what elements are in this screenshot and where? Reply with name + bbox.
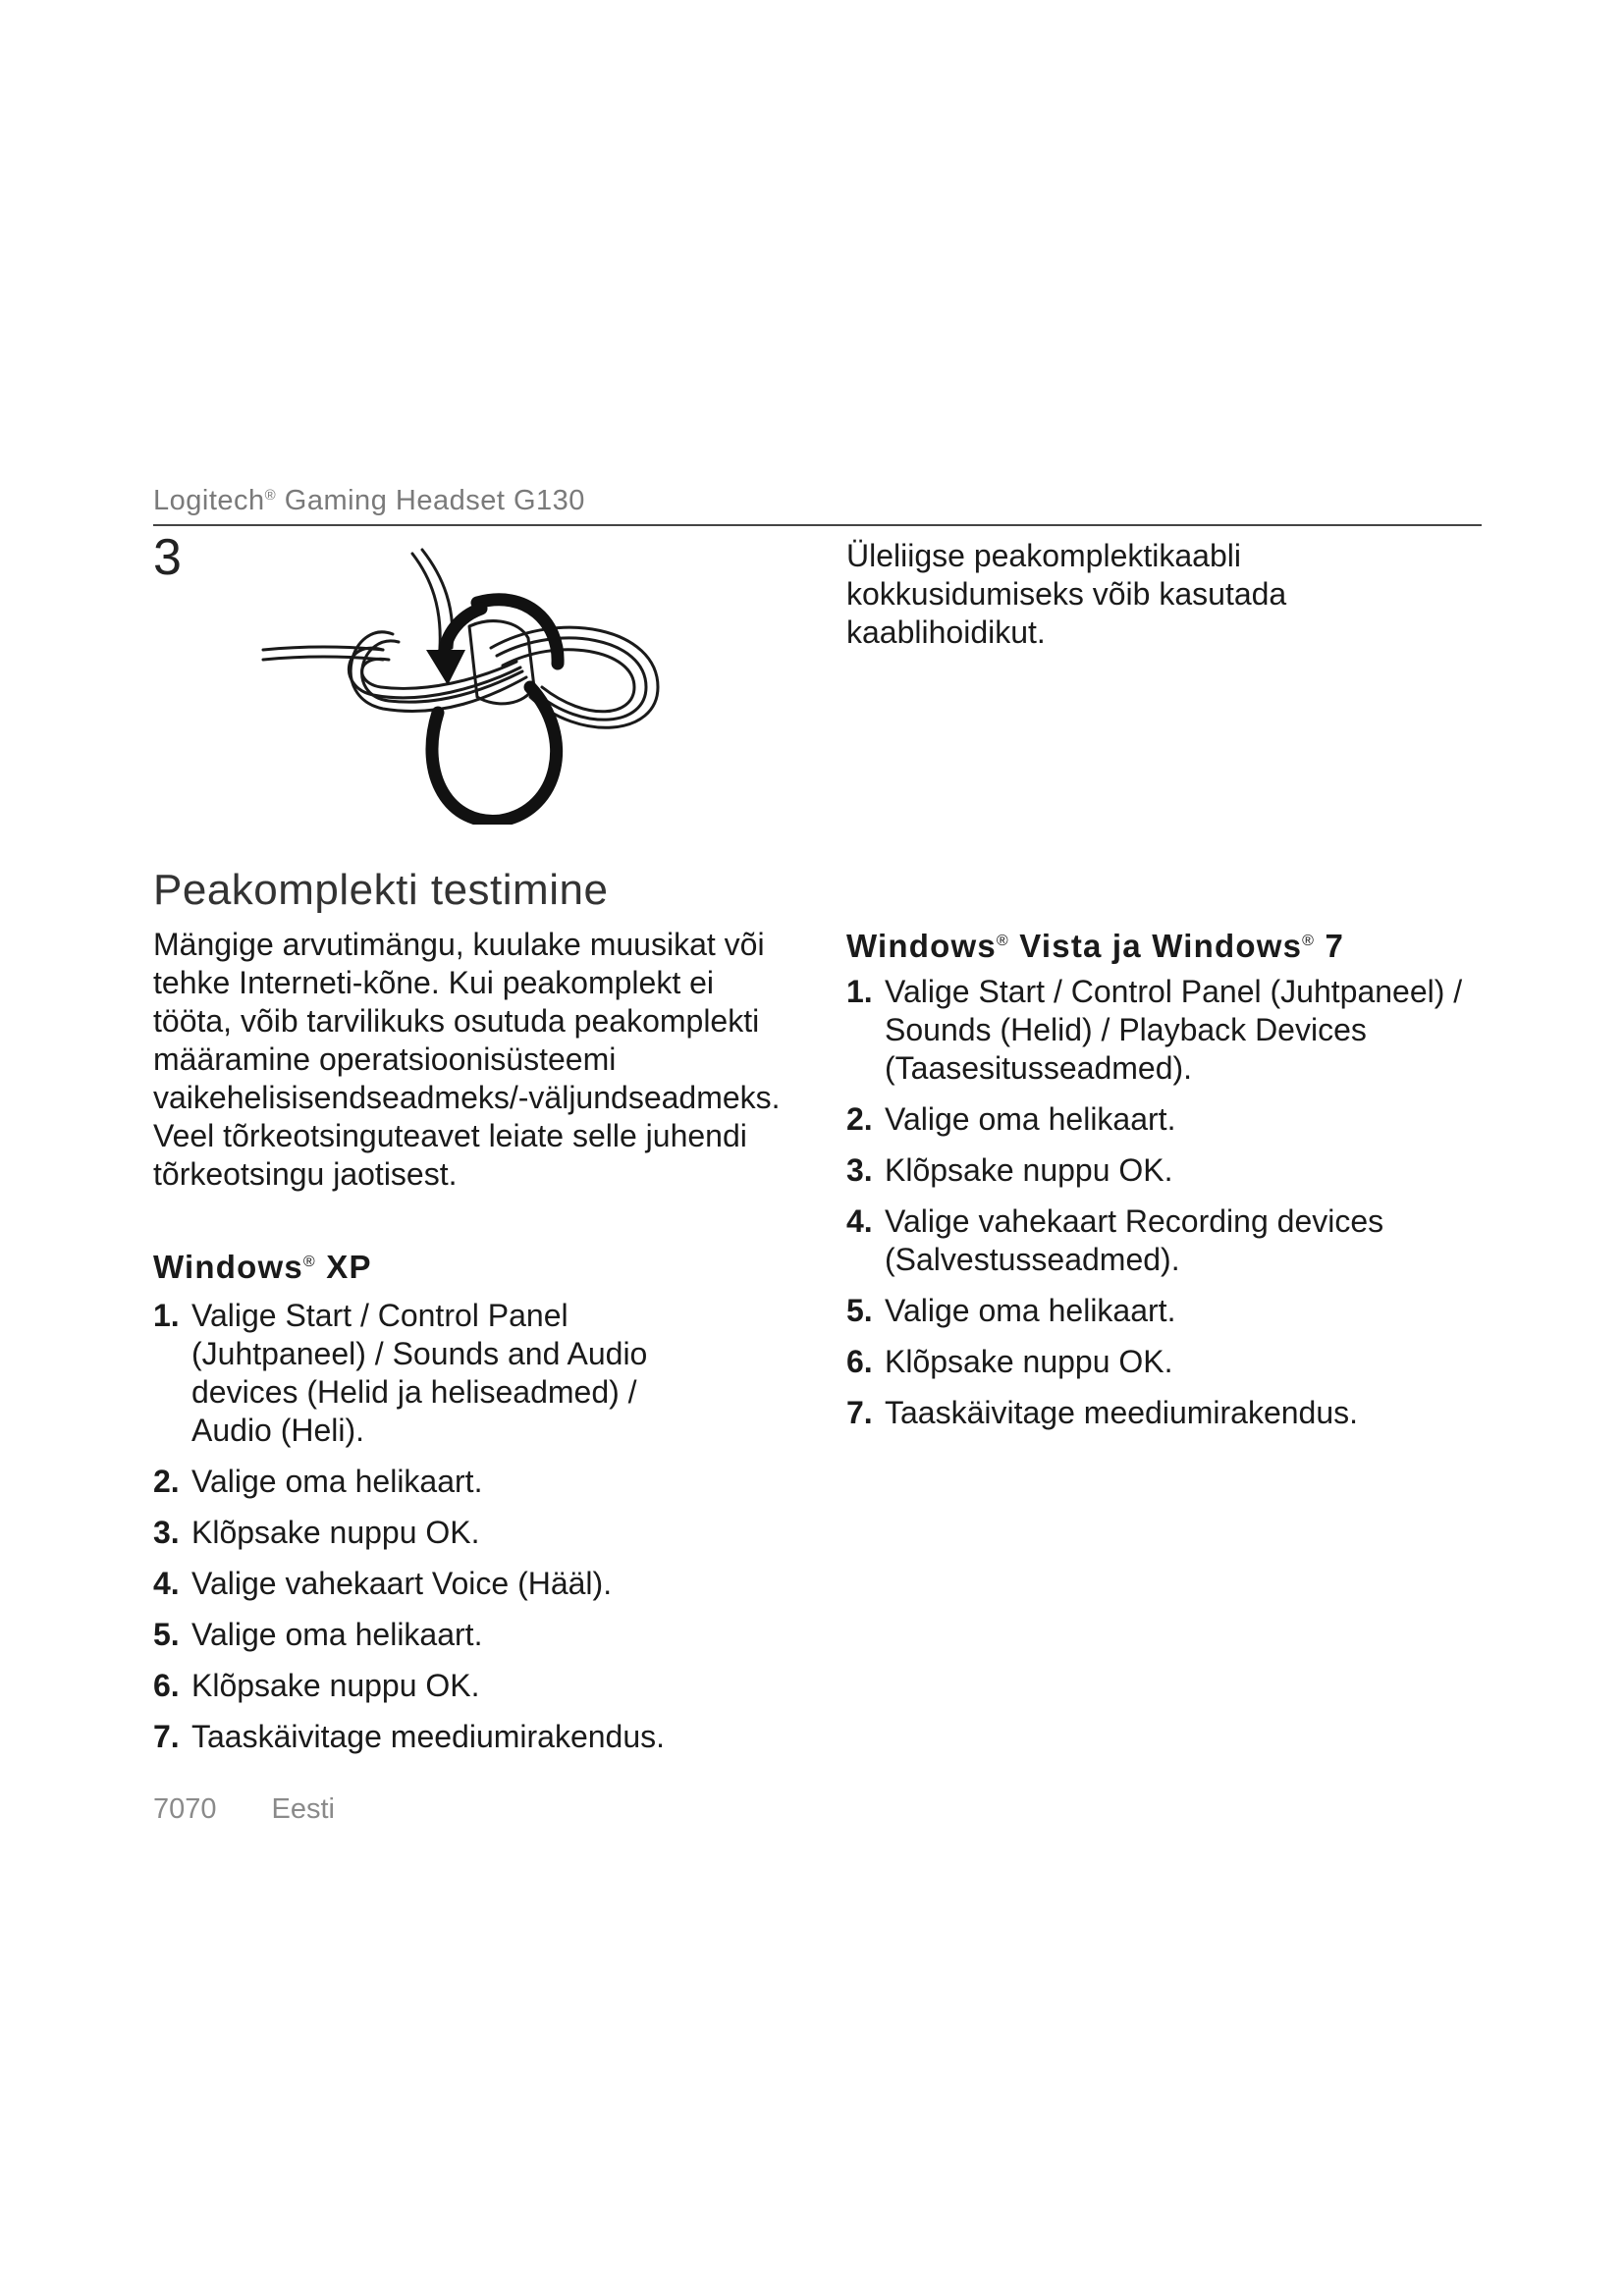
- product-name: Gaming Headset G130: [276, 485, 585, 516]
- step-text: Valige Start / Control Panel (Juhtpaneel) / Sounds and Audio devices (Helid ja heliseadmed) / Audio (Heli).: [191, 1298, 648, 1448]
- step-num: 3.: [153, 1515, 180, 1550]
- section-title: Peakomplekti testimine: [153, 866, 609, 914]
- cable-tie-icon: [245, 540, 697, 825]
- step-text: Valige oma helikaart.: [191, 1617, 483, 1652]
- list-item: [846, 1343, 1475, 1381]
- step-num: 7.: [846, 1395, 873, 1430]
- heading-text: Vista ja Windows: [1008, 928, 1303, 964]
- registered-mark: ®: [996, 933, 1009, 949]
- step-num: 4.: [846, 1203, 873, 1239]
- step-num: 4.: [153, 1566, 180, 1601]
- windows-vista-heading: [846, 928, 1344, 965]
- step-text: Klõpsake nuppu OK.: [885, 1152, 1173, 1188]
- step-text: Taaskäivitage meediumirakendus.: [885, 1395, 1359, 1430]
- heading-text: 7: [1315, 928, 1345, 964]
- list-item: [846, 973, 1475, 1088]
- registered-mark: ®: [1302, 933, 1316, 949]
- step-num: 2.: [153, 1464, 180, 1499]
- step-text: Valige vahekaart Voice (Hääl).: [191, 1566, 613, 1601]
- step-num: 6.: [153, 1668, 180, 1703]
- list-item: [153, 1514, 703, 1552]
- step-num: 1.: [846, 974, 873, 1009]
- step-text: Valige oma helikaart.: [885, 1293, 1176, 1328]
- step-text: Klõpsake nuppu OK.: [191, 1668, 480, 1703]
- windows-vista-steps: [846, 973, 1475, 1445]
- registered-mark: ®: [264, 487, 277, 504]
- step-num: 5.: [153, 1617, 180, 1652]
- page-number: 7070: [153, 1793, 217, 1825]
- heading-text: Windows: [846, 928, 997, 964]
- step-text: Taaskäivitage meediumirakendus.: [191, 1719, 666, 1754]
- step-text: Valige oma helikaart.: [885, 1101, 1176, 1137]
- step-text: Klõpsake nuppu OK.: [191, 1515, 480, 1550]
- list-item: [153, 1565, 703, 1603]
- list-item: [846, 1151, 1475, 1190]
- step-text: Valige vahekaart Recording devices (Salvestusseadmed).: [885, 1203, 1384, 1277]
- list-item: [153, 1463, 703, 1501]
- step-description: Üleliigse peakomplektikaabli kokkusidumiseks võib kasutada kaablihoidikut.: [846, 538, 1287, 650]
- document-header: [153, 485, 585, 517]
- intro-paragraph: Mängige arvutimängu, kuulake muusikat või tehke Interneti-kõne. Kui peakomplekt ei tööta, võib tarvilikuks osutuda peakomplekti määramine operatsioonisüsteemi vaikehelisisendseadmeks/-väljundseadmeks. Veel tõrkeotsinguteavet leiate selle juhendi tõrkeotsingu jaotisest.: [153, 927, 781, 1192]
- heading-text: Windows: [153, 1249, 303, 1285]
- list-item: [846, 1202, 1475, 1279]
- windows-xp-steps: [153, 1297, 703, 1769]
- step-num: 6.: [846, 1344, 873, 1379]
- list-item: [846, 1292, 1475, 1330]
- step-num: 1.: [153, 1298, 180, 1333]
- step-num: 2.: [846, 1101, 873, 1137]
- step-num: 7.: [153, 1719, 180, 1754]
- windows-xp-heading: [153, 1249, 372, 1286]
- list-item: [153, 1667, 703, 1705]
- list-item: [846, 1394, 1475, 1432]
- step-number: 3: [153, 529, 182, 586]
- list-item: [153, 1718, 703, 1756]
- page-footer: [153, 1793, 335, 1826]
- step-text: Klõpsake nuppu OK.: [885, 1344, 1173, 1379]
- brand-name: Logitech: [153, 485, 265, 516]
- step-num: 3.: [846, 1152, 873, 1188]
- language-label: Eesti: [271, 1793, 335, 1825]
- heading-text: XP: [315, 1249, 372, 1285]
- list-item: [153, 1297, 703, 1450]
- list-item: [846, 1100, 1475, 1139]
- list-item: [153, 1616, 703, 1654]
- step-num: 5.: [846, 1293, 873, 1328]
- header-divider: [153, 524, 1482, 526]
- step-text: Valige Start / Control Panel (Juhtpaneel) / Sounds (Helid) / Playback Devices (Taasesitusseadmed).: [885, 974, 1463, 1086]
- registered-mark: ®: [302, 1254, 316, 1270]
- step-text: Valige oma helikaart.: [191, 1464, 483, 1499]
